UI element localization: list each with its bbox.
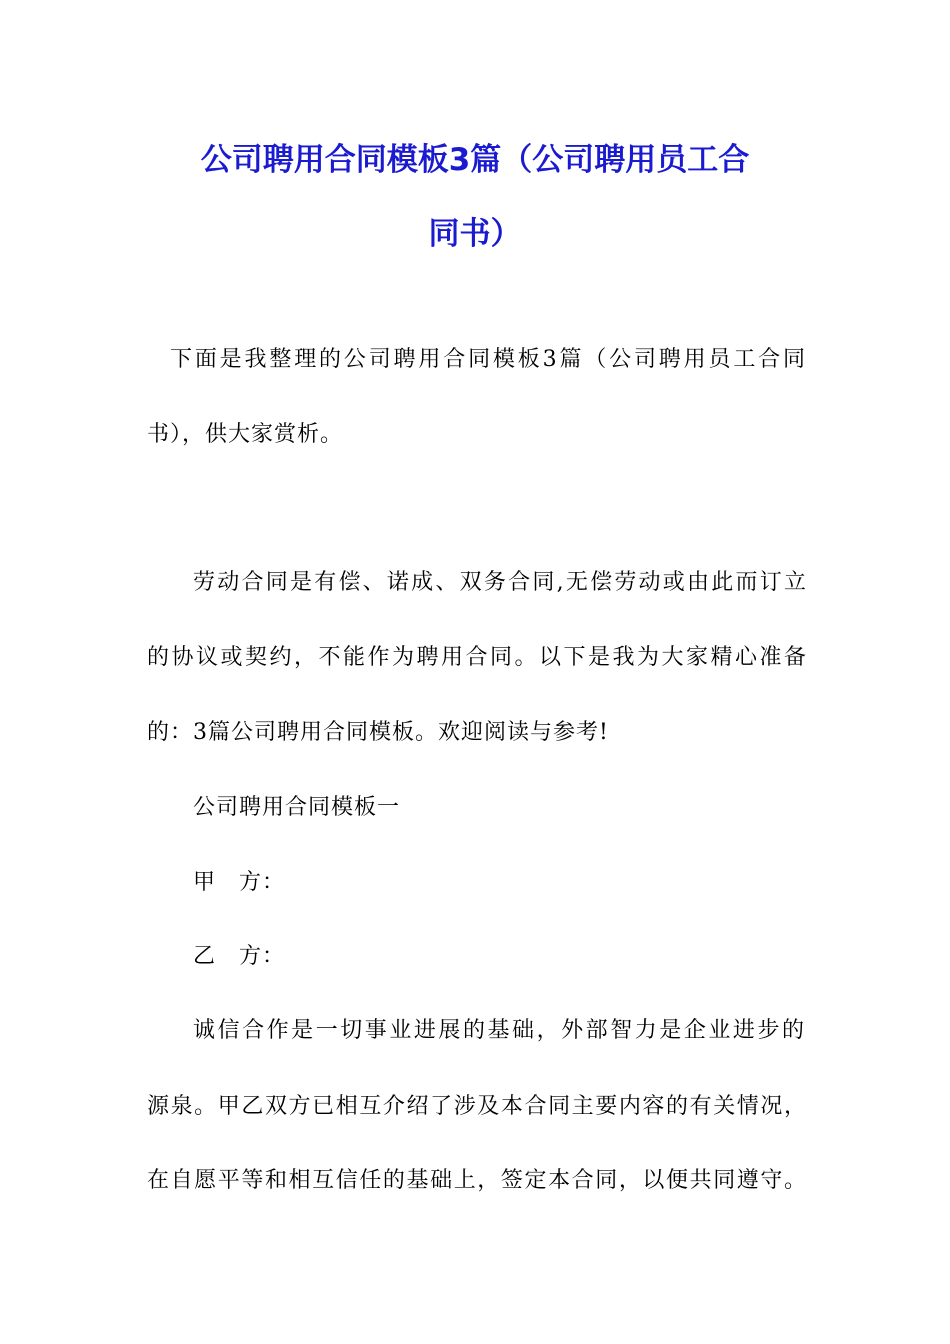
- document-title-line-1: 公司聘用合同模板3篇（公司聘用员工合: [200, 142, 750, 178]
- intro-line-2: 书），供大家赏析。: [147, 422, 344, 447]
- paragraph-2-line-1: 诚信合作是一切事业进展的基础，外部智力是企业进步的: [193, 1018, 805, 1043]
- paragraph-2-line-2: 源泉。甲乙双方已相互介绍了涉及本合同主要内容的有关情况，: [147, 1094, 807, 1119]
- section-heading: 公司聘用合同模板一: [193, 795, 401, 820]
- party-b-label: 乙 方：: [193, 944, 286, 969]
- intro-line-1: 下面是我整理的公司聘用合同模板3篇（公司聘用员工合同: [170, 347, 806, 372]
- paragraph-1-line-2: 的协议或契约，不能作为聘用合同。以下是我为大家精心准备: [147, 645, 807, 670]
- paragraph-2-line-3: 在自愿平等和相互信任的基础上，签定本合同，以便共同遵守。: [147, 1168, 807, 1193]
- paragraph-1-line-3: 的：3篇公司聘用合同模板。欢迎阅读与参考!: [147, 720, 609, 745]
- party-a-label: 甲 方：: [193, 870, 286, 895]
- paragraph-1-line-1: 劳动合同是有偿、诺成、双务合同,无偿劳动或由此而订立: [193, 570, 807, 595]
- document-title-line-2: 同书）: [428, 216, 522, 252]
